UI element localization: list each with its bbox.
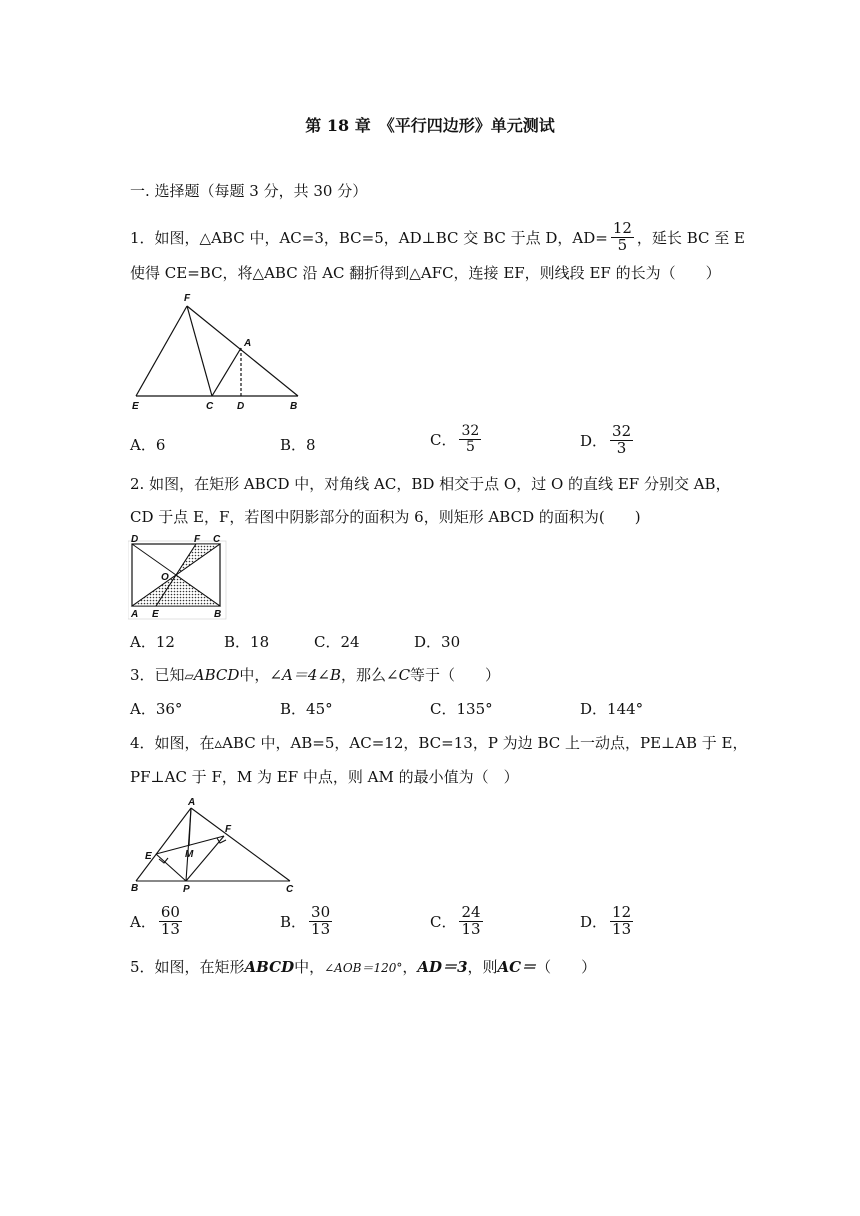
q4-option-d-fraction: [610, 905, 633, 938]
q4-line2: PF⊥AC 于 F，M 为 EF 中点，则 AM 的最小值为（ ）: [130, 768, 519, 786]
q2-label-c: C: [213, 534, 221, 545]
q4-option-d-den: 13: [612, 919, 632, 938]
q5-ad: AD＝3: [417, 958, 468, 976]
q4-option-d-label: D．: [580, 912, 608, 931]
q4-option-d-num: 12: [612, 903, 632, 921]
q3-option-d: D．144°: [580, 700, 644, 718]
q1-option-c-den: 5: [465, 438, 475, 455]
q2-label-o: O: [161, 572, 169, 583]
q1-option-c-fraction: [459, 424, 481, 454]
q2-option-c: C．24: [314, 633, 360, 651]
q2-option-a: A．12: [130, 633, 175, 651]
q4-option-a-fraction: [159, 905, 182, 938]
q4-label-c: C: [286, 884, 294, 894]
q5-line: [130, 956, 596, 977]
q4-option-c: [430, 905, 486, 938]
q4-option-a-den: 13: [160, 919, 180, 938]
q4-option-b: [280, 905, 335, 938]
q1-label-a: A: [244, 338, 252, 349]
q3-option-b: B．45°: [280, 700, 333, 718]
q4-figure: [128, 796, 308, 894]
q2-label-f: F: [194, 534, 201, 545]
q3-text-a: 3．已知: [130, 666, 185, 684]
q1-option-d-fraction: [610, 424, 633, 457]
q1-option-d: [580, 424, 636, 457]
q4-option-c-fraction: [459, 905, 482, 938]
q4-option-b-den: 13: [311, 919, 331, 938]
q1-line2: 使得 CE=BC，将△ABC 沿 AC 翻折得到△AFC，连接 EF，则线段 EF 的长为（ ）: [130, 264, 721, 282]
q5-text-a: 5．如图，在矩形: [130, 958, 245, 976]
q4-label-f: F: [225, 824, 232, 835]
parallelogram-symbol: ▱: [184, 669, 194, 683]
q1-option-c-label: C．: [430, 430, 457, 449]
q1-line1: [130, 216, 745, 258]
q3-line: [130, 664, 500, 685]
q5-ac: AC＝: [497, 958, 537, 976]
q3-angle-equation: ∠A＝4∠B: [269, 666, 341, 684]
q5-text-e: （ ）: [536, 958, 597, 976]
q1-label-f: F: [184, 293, 191, 304]
q1-label-e: E: [132, 401, 139, 412]
q4-label-e: E: [145, 851, 152, 862]
q1-option-b: B．8: [280, 436, 316, 454]
q1-option-c-num: 32: [461, 423, 480, 439]
q4-label-p: P: [183, 884, 190, 894]
q5-text-d: ，则: [467, 958, 498, 976]
q4-label-b: B: [131, 883, 139, 894]
q3-text-d: 等于（ ）: [410, 666, 501, 684]
q4-option-c-label: C．: [430, 912, 457, 931]
q4-option-c-num: 24: [461, 903, 481, 921]
q1-option-d-label: D．: [580, 431, 608, 450]
q1-option-c: [430, 424, 484, 454]
q3-option-c: C．135°: [430, 700, 493, 718]
q2-option-b: B．18: [224, 633, 270, 651]
q4-option-a-num: 60: [160, 903, 180, 921]
q1-figure: [128, 288, 308, 413]
q3-abcd: ABCD: [193, 666, 240, 684]
q4-option-a: [130, 905, 185, 938]
section-heading: 一. 选择题（每题 3 分，共 30 分）: [130, 182, 368, 200]
q1-text-a: 1．如图，△ABC 中，AC=3，BC=5，AD⊥BC 交 BC 于点 D，AD=: [130, 228, 608, 247]
q3-angle-c: ∠C: [386, 666, 411, 684]
q1-option-d-den: 3: [616, 438, 627, 457]
q4-option-a-label: A．: [130, 912, 156, 931]
q4-label-a: A: [188, 797, 196, 808]
page-title: 第 18 章 《平行四边形》单元测试: [305, 116, 555, 135]
q4-option-b-num: 30: [311, 903, 331, 921]
q4-option-b-fraction: [309, 905, 332, 938]
q1-option-a: A．6: [130, 436, 166, 454]
q4-label-m: M: [185, 849, 194, 860]
q1-label-d: D: [237, 401, 245, 412]
q2-option-d: D．30: [414, 633, 461, 651]
q2-line1: 2. 如图，在矩形 ABCD 中，对角线 AC，BD 相交于点 O，过 O 的直线 EF 分别交 AB，: [130, 475, 731, 493]
q1-ad-numerator: 12: [612, 218, 632, 237]
q4-option-c-den: 13: [461, 919, 481, 938]
q3-option-a: A．36°: [130, 700, 183, 718]
q1-option-d-num: 32: [612, 422, 632, 440]
q1-ad-denominator: 5: [617, 235, 628, 254]
q5-text-b: 中，: [294, 958, 325, 976]
q2-label-d: D: [131, 534, 139, 545]
q4-line1: 4．如图，在▵ABC 中，AB=5，AC=12，BC=13，P 为边 BC 上一动点，PE⊥AB 于 E，: [130, 734, 748, 752]
q1-label-b: B: [290, 401, 298, 412]
q3-text-c: ，那么: [340, 666, 386, 684]
q2-line2: CD 于点 E，F，若图中阴影部分的面积为 6，则矩形 ABCD 的面积为( ): [130, 508, 641, 526]
q2-label-e: E: [152, 609, 159, 620]
q3-text-b: 中，: [239, 666, 270, 684]
q2-label-a: A: [131, 609, 139, 620]
q5-abcd: ABCD: [244, 958, 295, 976]
q1-ad-fraction: [611, 218, 634, 254]
q4-option-b-label: B．: [280, 912, 307, 931]
q2-figure: [128, 533, 228, 621]
q1-text-b: ，延长 BC 至 E: [636, 228, 745, 247]
q5-angle: ∠AOB＝120°: [324, 961, 403, 975]
q5-text-c: ，: [402, 958, 418, 976]
q4-option-d: [580, 905, 636, 938]
q1-label-c: C: [206, 401, 214, 412]
q2-label-b: B: [214, 609, 222, 620]
